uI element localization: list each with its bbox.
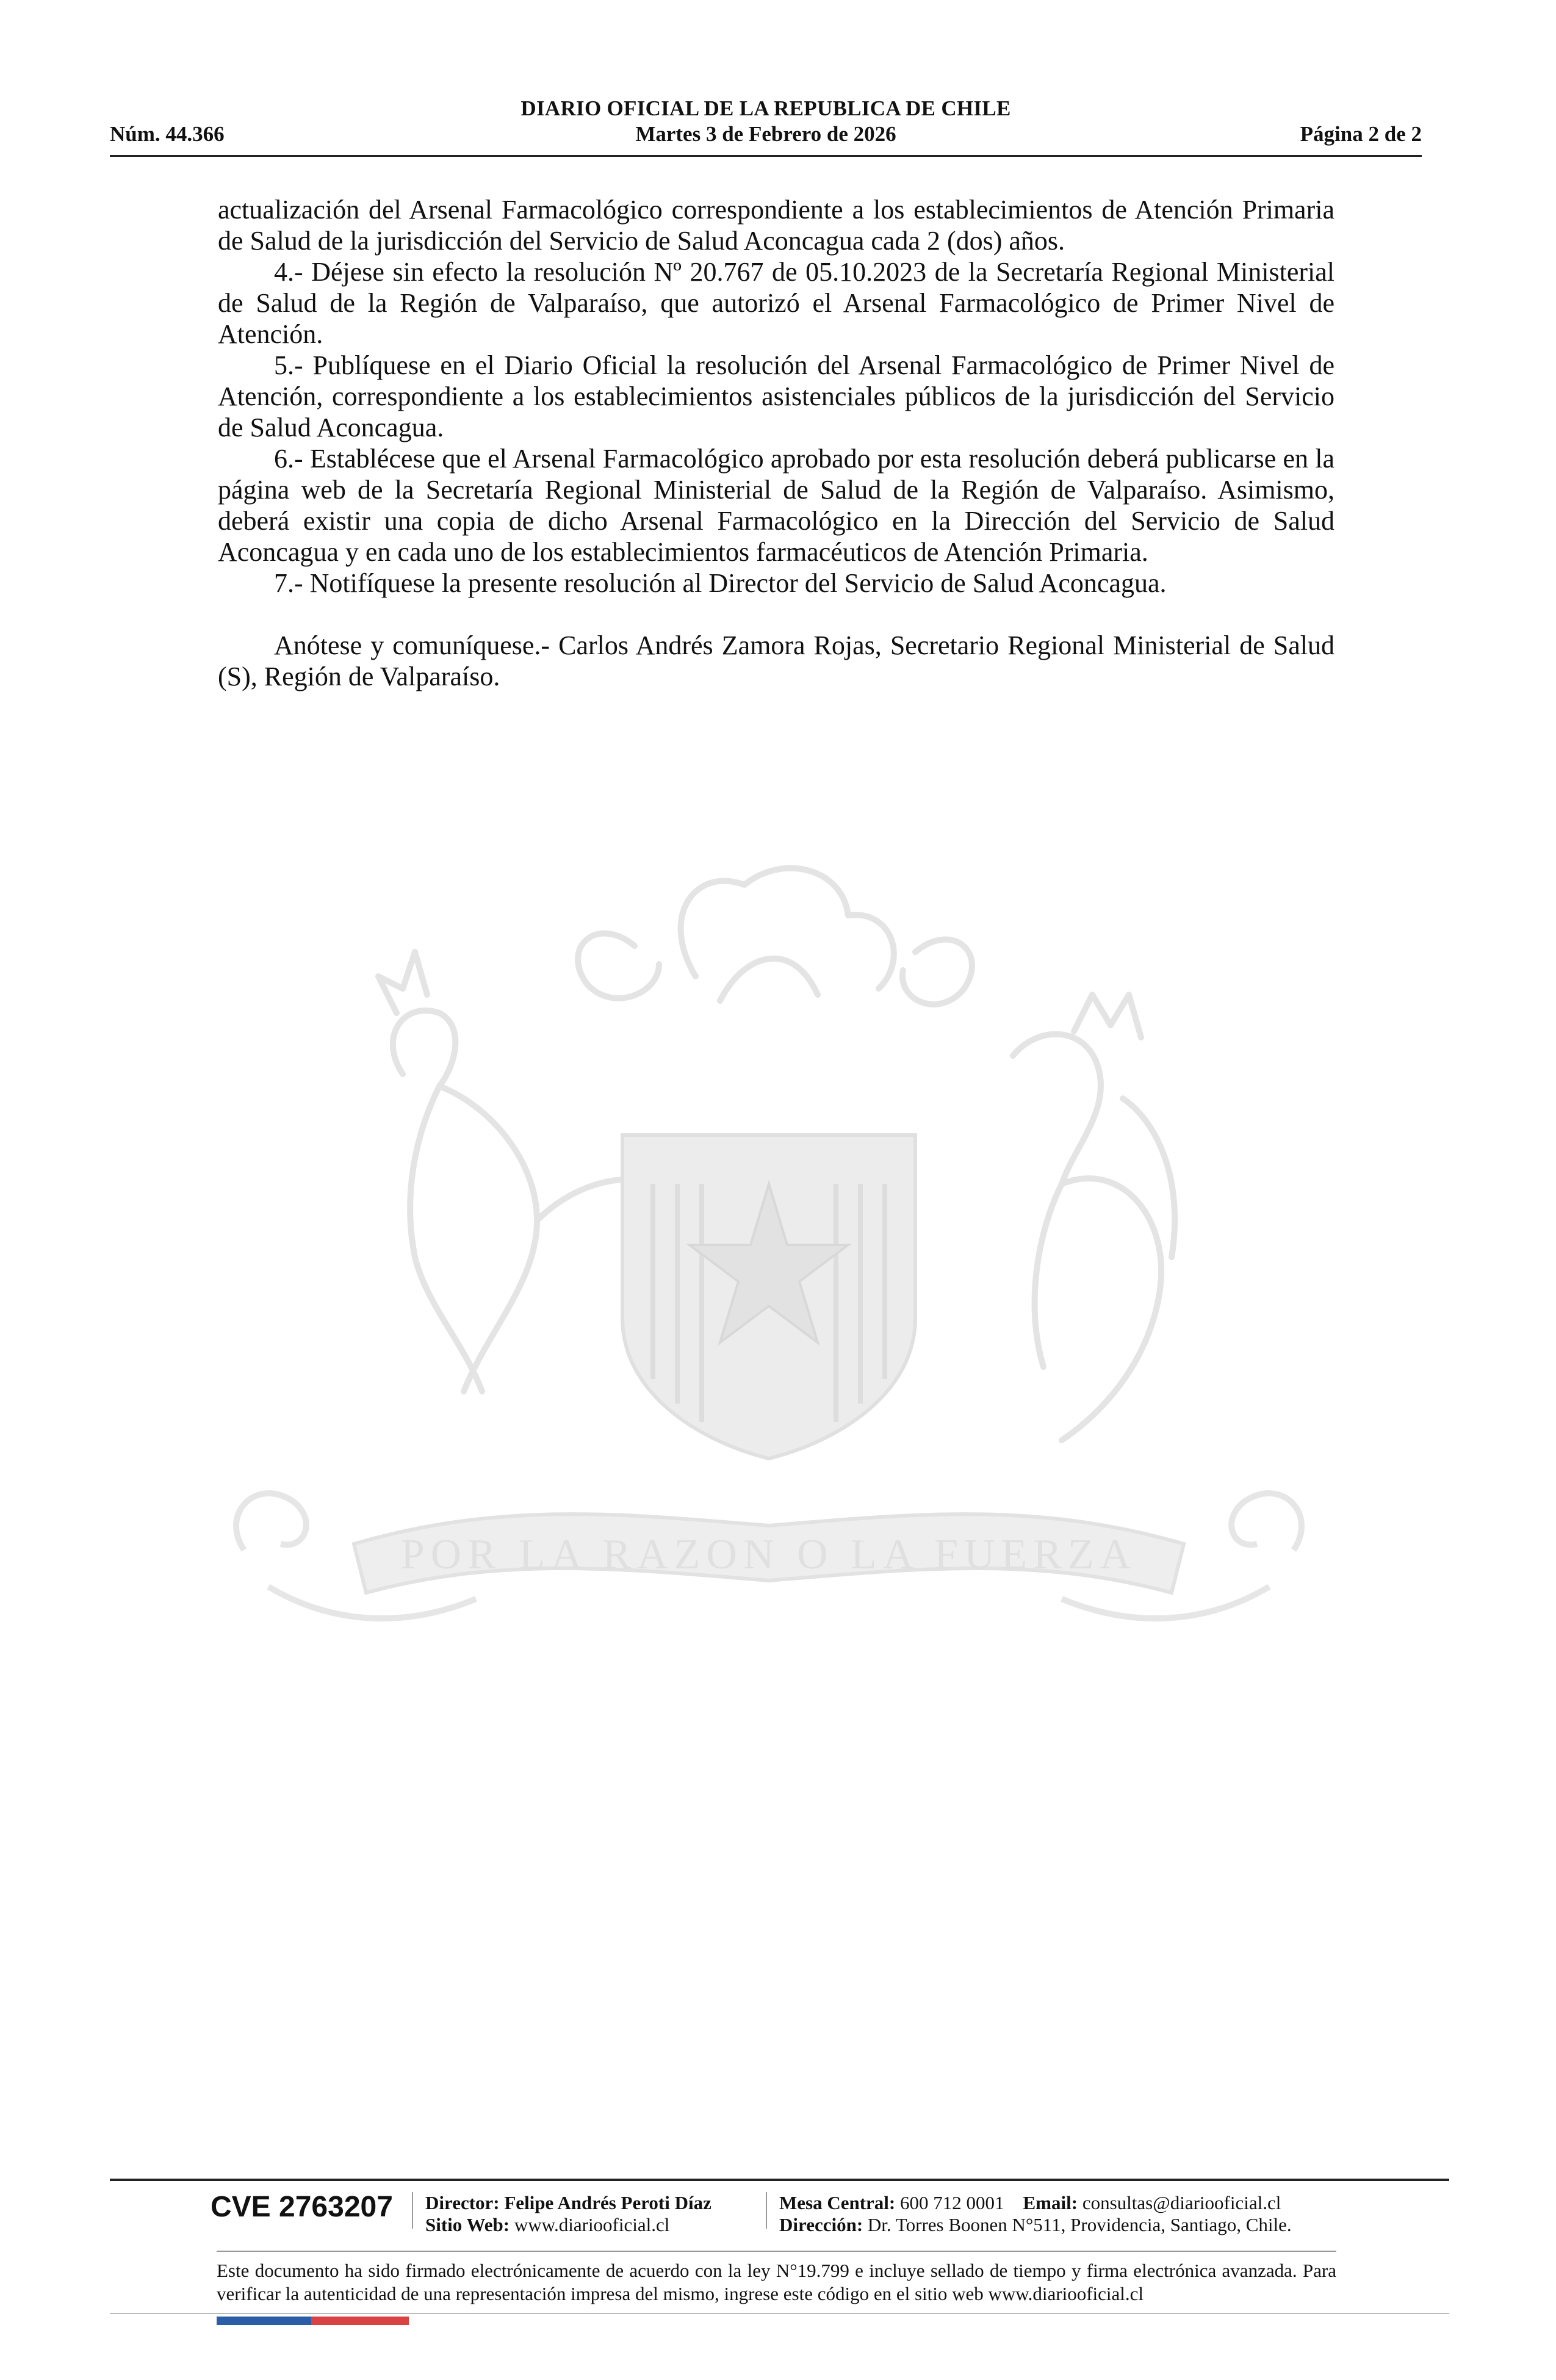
footer-inner-divider xyxy=(217,2251,1336,2252)
director-label: Director: xyxy=(425,2192,500,2213)
cve-code: CVE 2763207 xyxy=(211,2191,393,2223)
flag-red-band xyxy=(311,2317,409,2325)
closing-signature: Anótese y comuníquese.- Carlos Andrés Zamora Rojas, Secretario Regional Ministerial de Salud (S), Región de Valparaíso. xyxy=(218,630,1334,691)
issue-number: Núm. 44.366 xyxy=(110,122,225,146)
paragraph: actualización del Arsenal Farmacológico correspondiente a los establecimientos de Atención Primaria de Salud de la jurisdicción del Servicio de Salud Aconcagua cada 2 (dos) años. xyxy=(218,195,1334,256)
footer-director-block xyxy=(425,2192,711,2236)
paragraph: 5.- Publíquese en el Diario Oficial la resolución del Arsenal Farmacológico de Primer Nivel de Atención, correspondiente a los establecimientos asistenciales públicos de la jurisdicción del Servicio de Salud Aconcagua. xyxy=(218,350,1334,442)
newspaper-title: DIARIO OFICIAL DE LA REPUBLICA DE CHILE xyxy=(520,96,1011,120)
footer-divider xyxy=(110,2179,1449,2181)
web-link[interactable]: www.diariooficial.cl xyxy=(514,2214,670,2235)
coat-of-arms-watermark xyxy=(195,842,1342,1672)
mesa-phone: 600 712 0001 xyxy=(900,2192,1004,2213)
director-name: Felipe Andrés Peroti Díaz xyxy=(504,2192,711,2213)
address-label: Dirección: xyxy=(779,2214,863,2235)
flag-blue-band xyxy=(217,2317,311,2325)
signature-notice: Este documento ha sido firmado electrónicamente de acuerdo con la ley N°19.799 e incluye sellado de tiempo y firma electrónica avanzada. Para verificar la autenticidad de una representación impresa del mismo, ingrese este código en el sitio web www.diariooficial.cl xyxy=(217,2260,1336,2304)
footer-contact-block xyxy=(779,2192,1292,2236)
paragraph: 4.- Déjese sin efecto la resolución Nº 20.767 de 05.10.2023 de la Secretaría Regional Ministerial de Salud de la Región de Valparaíso, que autorizó el Arsenal Farmacológico de Primer Nivel de Atención. xyxy=(218,257,1334,349)
address-value: Dr. Torres Boonen N°511, Providencia, Santiago, Chile. xyxy=(867,2214,1292,2235)
web-label: Sitio Web: xyxy=(425,2214,510,2235)
motto-text: POR LA RAZON O LA FUERZA xyxy=(400,1531,1137,1578)
footer-separator xyxy=(412,2192,413,2229)
mesa-label: Mesa Central: xyxy=(779,2192,896,2213)
header-divider xyxy=(110,155,1422,157)
footer-separator xyxy=(766,2192,767,2229)
footer-bottom-divider xyxy=(110,2313,1449,2314)
email-link[interactable]: consultas@diariooficial.cl xyxy=(1082,2192,1281,2213)
header-row xyxy=(110,122,1422,149)
issue-date: Martes 3 de Febrero de 2026 xyxy=(635,122,896,146)
page-indicator: Página 2 de 2 xyxy=(1300,122,1422,146)
paragraph: 6.- Establécese que el Arsenal Farmacológico aprobado por esta resolución deberá publicarse en la página web de la Secretaría Regional Ministerial de Salud de la Región de Valparaíso. Asimismo, deberá existir una copia de dicho Arsenal Farmacológico en la Dirección del Servicio de Salud Aconcagua y en cada uno de los establecimientos farmacéuticos de Atención Primaria. xyxy=(218,444,1334,567)
resolution-body xyxy=(218,194,1334,692)
paragraph: 7.- Notifíquese la presente resolución al Director del Servicio de Salud Aconcagua. xyxy=(274,568,1167,598)
email-label: Email: xyxy=(1023,2192,1078,2213)
flag-stripe xyxy=(217,2317,409,2325)
